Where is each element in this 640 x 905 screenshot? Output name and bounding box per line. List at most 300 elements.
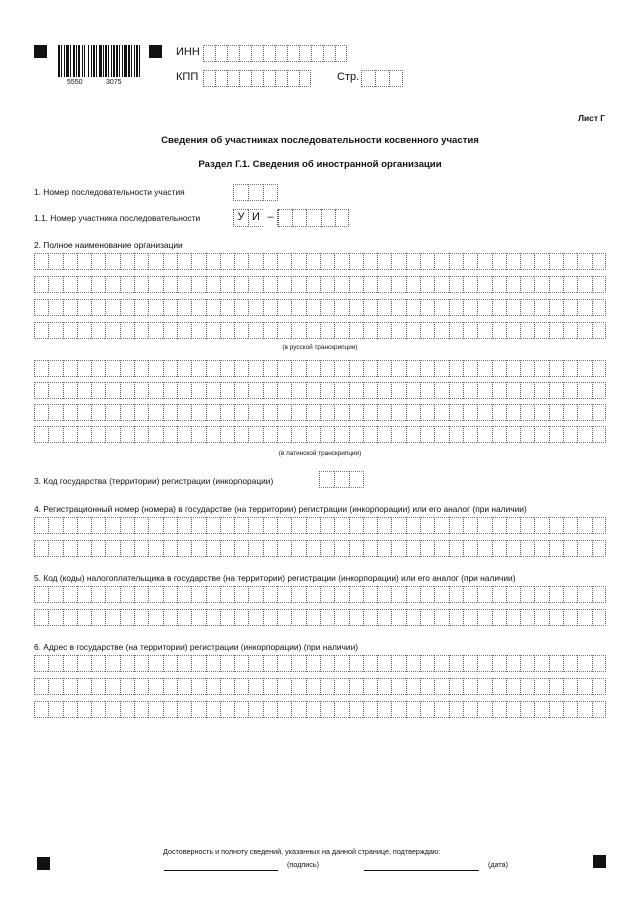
char-cell[interactable] — [534, 655, 548, 672]
char-cell[interactable] — [34, 609, 48, 626]
char-cell[interactable] — [363, 404, 377, 421]
char-cell[interactable] — [477, 609, 491, 626]
char-cell[interactable] — [592, 426, 606, 443]
char-cell[interactable] — [320, 678, 334, 695]
char-cell[interactable] — [506, 655, 520, 672]
char-cell[interactable] — [177, 678, 191, 695]
char-cell[interactable] — [291, 299, 305, 316]
char-cell[interactable] — [148, 586, 162, 603]
char-cell[interactable] — [277, 322, 291, 339]
char-cell[interactable] — [34, 426, 48, 443]
char-cell[interactable] — [420, 322, 434, 339]
char-cell[interactable] — [477, 404, 491, 421]
char-cell[interactable] — [349, 276, 363, 293]
char-cell[interactable] — [506, 299, 520, 316]
char-cell[interactable] — [363, 678, 377, 695]
char-cell[interactable] — [220, 322, 234, 339]
char-cell[interactable] — [48, 382, 62, 399]
char-cell[interactable] — [463, 678, 477, 695]
char-cell[interactable] — [420, 701, 434, 718]
char-cell[interactable] — [220, 609, 234, 626]
char-cell[interactable] — [206, 678, 220, 695]
char-cell[interactable] — [377, 517, 391, 534]
char-cell[interactable] — [320, 299, 334, 316]
char-cell[interactable] — [148, 517, 162, 534]
char-cell[interactable] — [477, 517, 491, 534]
char-cell[interactable] — [306, 586, 320, 603]
char-cell[interactable] — [105, 322, 119, 339]
char-cell[interactable] — [163, 253, 177, 270]
char-cell[interactable] — [220, 404, 234, 421]
char-cell[interactable] — [206, 609, 220, 626]
char-cell[interactable] — [463, 701, 477, 718]
char-cell[interactable] — [449, 517, 463, 534]
char-cell[interactable] — [492, 404, 506, 421]
char-cell[interactable] — [227, 70, 239, 87]
char-cell[interactable] — [248, 382, 262, 399]
char-cell[interactable] — [377, 382, 391, 399]
char-cell[interactable] — [291, 609, 305, 626]
char-cell[interactable] — [549, 517, 563, 534]
char-cell[interactable] — [592, 276, 606, 293]
char-cell[interactable] — [434, 322, 448, 339]
char-cell[interactable] — [577, 299, 591, 316]
char-cell[interactable] — [375, 70, 389, 87]
char-cell[interactable] — [391, 322, 405, 339]
char-cell[interactable] — [177, 517, 191, 534]
char-cell[interactable] — [291, 360, 305, 377]
char-cell[interactable] — [391, 655, 405, 672]
char-cell[interactable] — [227, 45, 239, 62]
char-cell[interactable] — [203, 70, 215, 87]
char-cell[interactable] — [63, 404, 77, 421]
char-cell[interactable] — [234, 517, 248, 534]
char-cell[interactable] — [434, 253, 448, 270]
char-cell[interactable] — [349, 701, 363, 718]
char-cell[interactable] — [549, 360, 563, 377]
char-cell[interactable] — [291, 655, 305, 672]
char-cell[interactable] — [206, 276, 220, 293]
char-cell[interactable] — [48, 655, 62, 672]
char-cell[interactable] — [349, 678, 363, 695]
char-cell[interactable] — [248, 253, 262, 270]
inn-field[interactable] — [203, 45, 347, 62]
char-cell[interactable] — [406, 253, 420, 270]
char-cell[interactable] — [377, 655, 391, 672]
char-cell[interactable] — [377, 701, 391, 718]
char-cell[interactable] — [203, 45, 215, 62]
char-cell[interactable] — [251, 45, 263, 62]
char-cell[interactable] — [549, 322, 563, 339]
char-cell[interactable] — [534, 678, 548, 695]
char-cell[interactable] — [234, 404, 248, 421]
char-cell[interactable] — [492, 360, 506, 377]
char-cell[interactable] — [349, 360, 363, 377]
char-cell[interactable] — [120, 701, 134, 718]
char-cell[interactable] — [506, 253, 520, 270]
char-cell[interactable] — [234, 701, 248, 718]
char-cell[interactable] — [34, 299, 48, 316]
char-cell[interactable] — [334, 540, 348, 557]
char-cell[interactable] — [220, 253, 234, 270]
char-cell[interactable] — [263, 609, 277, 626]
char-cell[interactable] — [563, 426, 577, 443]
char-cell[interactable] — [477, 678, 491, 695]
char-cell[interactable] — [105, 360, 119, 377]
char-cell[interactable] — [234, 276, 248, 293]
char-cell[interactable] — [291, 517, 305, 534]
char-cell[interactable] — [291, 276, 305, 293]
char-cell[interactable] — [363, 299, 377, 316]
char-cell[interactable] — [592, 655, 606, 672]
char-cell[interactable] — [220, 701, 234, 718]
page-number-field[interactable] — [361, 70, 403, 87]
char-cell[interactable] — [248, 299, 262, 316]
char-cell[interactable] — [577, 360, 591, 377]
char-cell[interactable] — [63, 360, 77, 377]
char-cell[interactable] — [177, 276, 191, 293]
char-cell[interactable] — [306, 209, 320, 227]
char-cell[interactable] — [391, 276, 405, 293]
char-cell[interactable] — [177, 540, 191, 557]
char-cell[interactable] — [48, 517, 62, 534]
char-cell[interactable] — [34, 253, 48, 270]
char-cell[interactable] — [163, 678, 177, 695]
char-cell[interactable] — [449, 299, 463, 316]
char-cell[interactable] — [220, 426, 234, 443]
char-cell[interactable] — [420, 253, 434, 270]
char-cell[interactable] — [334, 586, 348, 603]
char-cell[interactable] — [520, 540, 534, 557]
char-cell[interactable] — [334, 609, 348, 626]
char-cell[interactable] — [389, 70, 403, 87]
char-cell[interactable] — [377, 322, 391, 339]
char-cell[interactable] — [163, 426, 177, 443]
char-cell[interactable] — [349, 322, 363, 339]
char-cell[interactable] — [134, 678, 148, 695]
char-cell[interactable] — [206, 655, 220, 672]
char-cell[interactable] — [520, 701, 534, 718]
char-cell[interactable] — [105, 517, 119, 534]
char-cell[interactable] — [63, 517, 77, 534]
char-cell[interactable] — [206, 382, 220, 399]
char-cell[interactable] — [434, 609, 448, 626]
char-cell[interactable] — [105, 299, 119, 316]
char-cell[interactable] — [306, 253, 320, 270]
char-cell[interactable] — [48, 426, 62, 443]
char-cell[interactable] — [363, 426, 377, 443]
char-cell[interactable] — [349, 471, 364, 488]
char-cell[interactable] — [148, 655, 162, 672]
char-cell[interactable] — [220, 517, 234, 534]
char-cell[interactable] — [163, 322, 177, 339]
char-cell[interactable] — [191, 322, 205, 339]
char-cell[interactable] — [275, 45, 287, 62]
char-cell[interactable] — [577, 276, 591, 293]
char-cell[interactable] — [492, 586, 506, 603]
char-cell[interactable] — [506, 517, 520, 534]
char-cell[interactable] — [391, 678, 405, 695]
char-cell[interactable] — [391, 382, 405, 399]
char-cell[interactable] — [206, 701, 220, 718]
char-cell[interactable] — [48, 322, 62, 339]
char-cell[interactable] — [120, 404, 134, 421]
char-cell[interactable] — [105, 678, 119, 695]
char-cell[interactable] — [520, 404, 534, 421]
char-cell[interactable] — [377, 586, 391, 603]
char-cell[interactable] — [220, 540, 234, 557]
char-cell[interactable] — [191, 655, 205, 672]
char-cell[interactable] — [234, 360, 248, 377]
char-cell[interactable] — [534, 322, 548, 339]
char-cell[interactable] — [291, 382, 305, 399]
char-cell[interactable] — [134, 426, 148, 443]
char-cell[interactable] — [420, 609, 434, 626]
char-cell[interactable] — [277, 299, 291, 316]
char-cell[interactable] — [248, 517, 262, 534]
char-cell[interactable] — [148, 299, 162, 316]
char-cell[interactable] — [320, 540, 334, 557]
char-cell[interactable] — [77, 404, 91, 421]
char-cell[interactable] — [120, 382, 134, 399]
char-cell[interactable] — [177, 655, 191, 672]
char-cell[interactable] — [105, 382, 119, 399]
char-cell[interactable] — [377, 404, 391, 421]
char-cell[interactable] — [477, 322, 491, 339]
char-cell[interactable] — [91, 426, 105, 443]
char-cell[interactable] — [48, 540, 62, 557]
char-cell[interactable] — [477, 540, 491, 557]
char-cell[interactable] — [520, 299, 534, 316]
char-cell[interactable] — [320, 276, 334, 293]
char-cell[interactable] — [234, 540, 248, 557]
char-cell[interactable] — [263, 45, 275, 62]
char-cell[interactable] — [77, 322, 91, 339]
char-cell[interactable] — [361, 70, 375, 87]
char-cell[interactable] — [105, 404, 119, 421]
char-cell[interactable] — [391, 360, 405, 377]
char-cell[interactable] — [206, 586, 220, 603]
date-line[interactable] — [364, 870, 479, 871]
char-cell[interactable] — [120, 360, 134, 377]
char-cell[interactable] — [91, 517, 105, 534]
char-cell[interactable] — [263, 678, 277, 695]
char-cell[interactable] — [406, 382, 420, 399]
char-cell[interactable] — [306, 701, 320, 718]
char-cell[interactable] — [563, 322, 577, 339]
char-cell[interactable] — [434, 404, 448, 421]
char-cell[interactable] — [34, 678, 48, 695]
char-cell[interactable] — [549, 655, 563, 672]
char-cell[interactable] — [592, 540, 606, 557]
char-cell[interactable] — [377, 609, 391, 626]
char-cell[interactable] — [148, 678, 162, 695]
char-cell[interactable] — [299, 45, 311, 62]
char-cell[interactable] — [349, 253, 363, 270]
char-cell[interactable] — [335, 209, 349, 227]
char-cell[interactable] — [105, 609, 119, 626]
char-cell[interactable] — [234, 253, 248, 270]
char-cell[interactable] — [177, 253, 191, 270]
char-cell[interactable] — [191, 426, 205, 443]
char-cell[interactable] — [534, 586, 548, 603]
char-cell[interactable] — [406, 276, 420, 293]
char-cell[interactable] — [148, 253, 162, 270]
char-cell[interactable] — [434, 655, 448, 672]
char-cell[interactable] — [363, 517, 377, 534]
char-cell[interactable] — [248, 184, 263, 201]
char-cell[interactable] — [334, 517, 348, 534]
char-cell[interactable] — [520, 678, 534, 695]
char-cell[interactable] — [334, 404, 348, 421]
char-cell[interactable] — [449, 655, 463, 672]
char-cell[interactable] — [248, 609, 262, 626]
char-cell[interactable] — [577, 382, 591, 399]
char-cell[interactable] — [391, 701, 405, 718]
char-cell[interactable] — [549, 276, 563, 293]
char-cell[interactable] — [251, 70, 263, 87]
char-cell[interactable] — [275, 70, 287, 87]
char-cell[interactable] — [120, 276, 134, 293]
char-cell[interactable] — [277, 701, 291, 718]
char-cell[interactable] — [277, 540, 291, 557]
char-cell[interactable] — [134, 382, 148, 399]
char-cell[interactable] — [506, 678, 520, 695]
char-cell[interactable] — [577, 253, 591, 270]
char-cell[interactable] — [163, 517, 177, 534]
char-cell[interactable] — [148, 276, 162, 293]
char-cell[interactable] — [349, 382, 363, 399]
char-cell[interactable] — [177, 426, 191, 443]
char-cell[interactable] — [334, 655, 348, 672]
char-cell[interactable] — [91, 322, 105, 339]
char-cell[interactable] — [406, 360, 420, 377]
char-cell[interactable] — [77, 678, 91, 695]
char-cell[interactable] — [134, 276, 148, 293]
char-cell[interactable] — [291, 404, 305, 421]
char-cell[interactable] — [449, 382, 463, 399]
char-cell[interactable] — [463, 517, 477, 534]
char-cell[interactable] — [77, 253, 91, 270]
char-cell[interactable] — [263, 299, 277, 316]
char-cell[interactable] — [377, 299, 391, 316]
char-cell[interactable] — [234, 426, 248, 443]
char-cell[interactable] — [492, 276, 506, 293]
char-cell[interactable] — [420, 276, 434, 293]
signature-line[interactable] — [164, 870, 278, 871]
char-cell[interactable] — [206, 322, 220, 339]
char-cell[interactable] — [306, 404, 320, 421]
char-cell[interactable] — [263, 701, 277, 718]
char-cell[interactable] — [277, 517, 291, 534]
char-cell[interactable] — [463, 540, 477, 557]
char-cell[interactable] — [577, 404, 591, 421]
char-cell[interactable] — [134, 701, 148, 718]
char-cell[interactable] — [105, 586, 119, 603]
char-cell[interactable] — [534, 404, 548, 421]
char-cell[interactable] — [191, 701, 205, 718]
char-cell[interactable] — [263, 586, 277, 603]
char-cell[interactable] — [534, 701, 548, 718]
participant-number-field[interactable] — [278, 209, 349, 227]
char-cell[interactable] — [506, 701, 520, 718]
char-cell[interactable] — [334, 701, 348, 718]
char-cell[interactable] — [77, 426, 91, 443]
char-cell[interactable] — [520, 322, 534, 339]
char-cell[interactable] — [563, 655, 577, 672]
char-cell[interactable] — [363, 655, 377, 672]
char-cell[interactable] — [63, 426, 77, 443]
char-cell[interactable] — [463, 322, 477, 339]
char-cell[interactable] — [449, 609, 463, 626]
char-cell[interactable] — [306, 276, 320, 293]
char-cell[interactable] — [349, 540, 363, 557]
char-cell[interactable] — [120, 609, 134, 626]
char-cell[interactable] — [206, 426, 220, 443]
char-cell[interactable] — [234, 299, 248, 316]
char-cell[interactable] — [291, 678, 305, 695]
char-cell[interactable] — [463, 426, 477, 443]
char-cell[interactable] — [277, 655, 291, 672]
char-cell[interactable] — [391, 540, 405, 557]
char-cell[interactable] — [463, 609, 477, 626]
char-cell[interactable] — [534, 253, 548, 270]
char-cell[interactable] — [549, 586, 563, 603]
char-cell[interactable] — [63, 701, 77, 718]
char-cell[interactable] — [91, 586, 105, 603]
char-cell[interactable] — [492, 426, 506, 443]
char-cell[interactable] — [105, 276, 119, 293]
char-cell[interactable] — [277, 360, 291, 377]
char-cell[interactable] — [492, 322, 506, 339]
char-cell[interactable] — [449, 586, 463, 603]
char-cell[interactable] — [306, 360, 320, 377]
char-cell[interactable] — [63, 655, 77, 672]
char-cell[interactable] — [277, 586, 291, 603]
char-cell[interactable] — [220, 276, 234, 293]
char-cell[interactable] — [248, 655, 262, 672]
char-cell[interactable] — [105, 253, 119, 270]
char-cell[interactable] — [406, 299, 420, 316]
char-cell[interactable] — [391, 517, 405, 534]
char-cell[interactable] — [592, 382, 606, 399]
char-cell[interactable] — [233, 184, 248, 201]
char-cell[interactable] — [363, 609, 377, 626]
char-cell[interactable] — [105, 701, 119, 718]
char-cell[interactable] — [334, 322, 348, 339]
char-cell[interactable] — [563, 701, 577, 718]
char-cell[interactable] — [206, 404, 220, 421]
char-cell[interactable] — [420, 678, 434, 695]
char-cell[interactable] — [134, 540, 148, 557]
char-cell[interactable] — [477, 276, 491, 293]
char-cell[interactable] — [34, 701, 48, 718]
char-cell[interactable] — [391, 609, 405, 626]
char-cell[interactable] — [91, 276, 105, 293]
char-cell[interactable] — [163, 404, 177, 421]
char-cell[interactable] — [349, 299, 363, 316]
char-cell[interactable] — [234, 609, 248, 626]
char-cell[interactable] — [206, 360, 220, 377]
char-cell[interactable] — [320, 701, 334, 718]
char-cell[interactable] — [577, 540, 591, 557]
char-cell[interactable] — [363, 322, 377, 339]
char-cell[interactable] — [63, 276, 77, 293]
char-cell[interactable] — [306, 426, 320, 443]
char-cell[interactable] — [477, 426, 491, 443]
char-cell[interactable] — [63, 253, 77, 270]
char-cell[interactable] — [287, 45, 299, 62]
